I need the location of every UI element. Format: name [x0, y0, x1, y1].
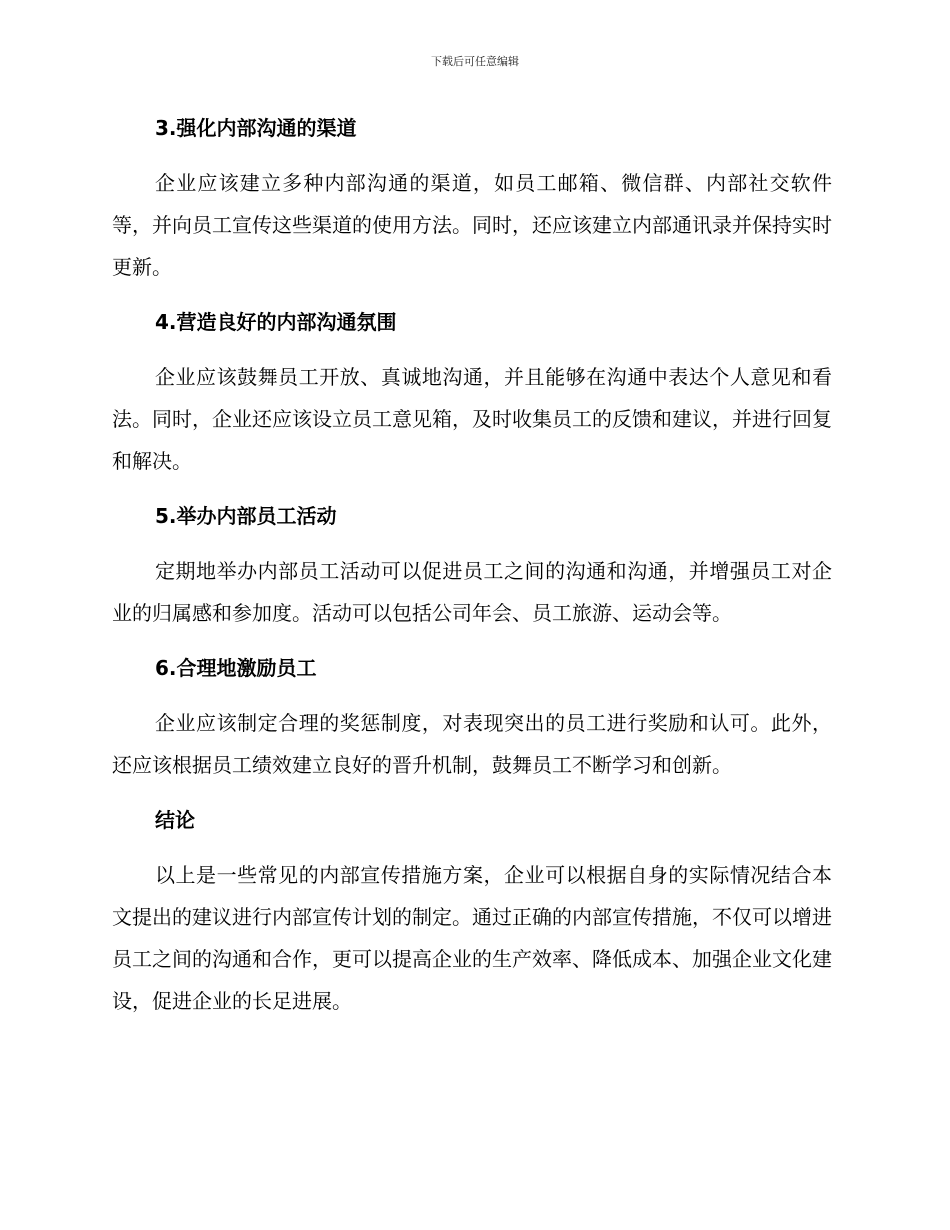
section-paragraph: 定期地举办内部员工活动可以促进员工之间的沟通和沟通，并增强员工对企业的归属感和参加度。活动可以包括公司年会、员工旅游、运动会等。 [112, 559, 832, 625]
section-5 [112, 496, 832, 634]
section-heading: 4.营造良好的内部沟通氛围 [155, 310, 397, 334]
section-paragraph: 以上是一些常见的内部宣传措施方案，企业可以根据自身的实际情况结合本文提出的建议进行内部宣传计划的制定。通过正确的内部宣传措施，不仅可以增进员工之间的沟通和合作，更可以提高企业的生产效率、降低成本、加强企业文化建设，促进企业的长足进展。 [112, 863, 832, 1013]
section-heading: 6.合理地激励员工 [155, 656, 317, 680]
section-paragraph: 企业应该制定合理的奖惩制度，对表现突出的员工进行奖励和认可。此外，还应该根据员工绩效建立良好的晋升机制，鼓舞员工不断学习和创新。 [112, 711, 832, 777]
section-6 [112, 648, 832, 786]
section-heading: 5.举办内部员工活动 [155, 504, 337, 528]
section-conclusion [112, 800, 832, 1022]
section-heading: 结论 [155, 808, 195, 832]
section-paragraph: 企业应该建立多种内部沟通的渠道，如员工邮箱、微信群、内部社交软件等，并向员工宣传这些渠道的使用方法。同时，还应该建立内部通讯录并保持实时更新。 [112, 171, 832, 279]
header-note: 下载后可任意编辑 [431, 55, 519, 68]
section-3 [112, 108, 832, 288]
section-paragraph: 企业应该鼓舞员工开放、真诚地沟通，并且能够在沟通中表达个人意见和看法。同时，企业还应该设立员工意见箱，及时收集员工的反馈和建议，并进行回复和解决。 [112, 365, 832, 473]
section-heading: 3.强化内部沟通的渠道 [155, 116, 357, 140]
section-4 [112, 302, 832, 482]
document-body [112, 108, 832, 1036]
